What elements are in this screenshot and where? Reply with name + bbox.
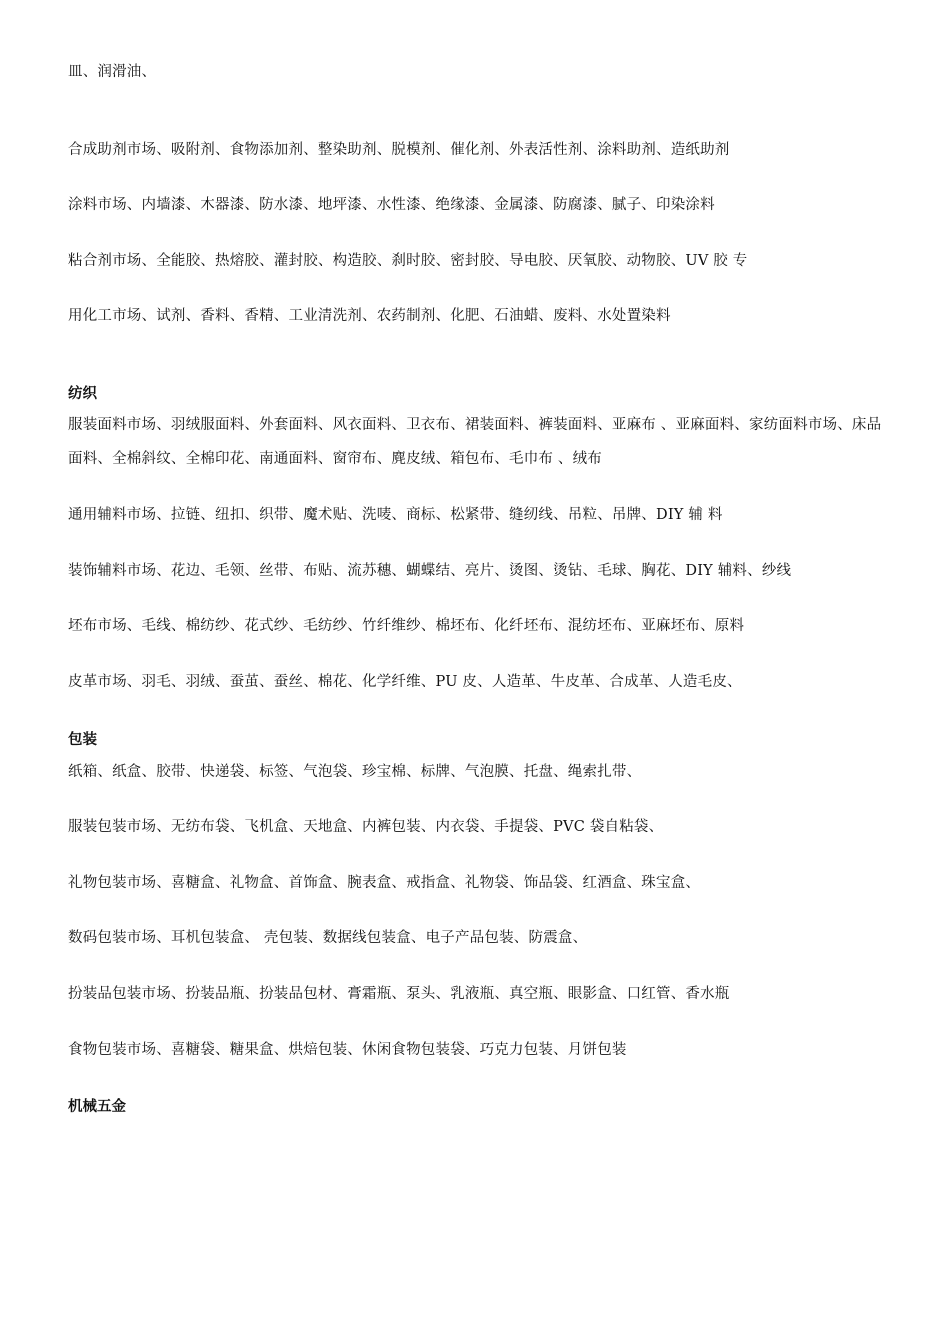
textile-line-2: 通用辅料市场、拉链、纽扣、织带、魔术贴、洗唛、商标、松紧带、缝纫线、吊粒、吊牌、DIY 辅 料	[68, 507, 723, 523]
chemicals-line-3: 粘合剂市场、全能胶、热熔胶、灌封胶、构造胶、刹时胶、密封胶、导电胶、厌氧胶、动物胶、UV 胶 专	[68, 253, 748, 269]
textile-heading: 纺织	[68, 386, 97, 402]
packaging-line-3: 礼物包装市场、喜糖盒、礼物盒、首饰盒、腕表盒、戒指盒、礼物袋、饰品袋、红酒盒、珠宝盒、	[68, 875, 701, 891]
packaging-line-1: 纸箱、纸盒、胶带、快递袋、标签、气泡袋、珍宝棉、标牌、气泡膜、托盘、绳索扎带、	[68, 764, 642, 780]
textile-line-4: 坯布市场、毛线、棉纺纱、花式纱、毛纺纱、竹纤维纱、棉坯布、化纤坯布、混纺坯布、亚麻坯布、原料	[68, 618, 745, 634]
textile-line-3: 装饰辅料市场、花边、毛领、丝带、布贴、流苏穗、蝴蝶结、亮片、烫图、烫钻、毛球、胸花、DIY 辅料、纱线	[68, 563, 792, 579]
hardware-heading: 机械五金	[68, 1099, 126, 1115]
packaging-line-2: 服装包装市场、无纺布袋、飞机盒、天地盒、内裤包装、内衣袋、手提袋、PVC 袋自粘袋、	[68, 819, 664, 835]
textile-line-5: 皮革市场、羽毛、羽绒、蚕茧、蚕丝、棉花、化学纤维、PU 皮、人造革、牛皮革、合成革、人造毛皮、	[68, 674, 742, 690]
chemicals-line-1: 合成助剂市场、吸附剂、食物添加剂、整染助剂、脱模剂、催化剂、外表活性剂、涂料助剂、造纸助剂	[68, 142, 730, 158]
packaging-line-4: 数码包装市场、耳机包装盒、 壳包装、数据线包装盒、电子产品包装、防震盒、	[68, 930, 588, 946]
packaging-line-5: 扮装品包装市场、扮装品瓶、扮装品包材、膏霜瓶、泵头、乳液瓶、真空瓶、眼影盒、口红管、香水瓶	[68, 986, 730, 1002]
textile-line-1: 服装面料市场、羽绒服面料、外套面料、风衣面料、卫衣布、裙装面料、裤装面料、亚麻布 、亚麻面料、家纺面料市场、床品面料、全棉斜纹、全棉印花、南通面料、窗帘布、麂皮绒、箱包布、毛巾布 、绒布	[68, 417, 882, 467]
chemicals-line-top: 皿、润滑油、	[68, 64, 157, 80]
packaging-heading: 包装	[68, 732, 97, 748]
packaging-line-6: 食物包装市场、喜糖袋、糖果盒、烘焙包装、休闲食物包装袋、巧克力包装、月饼包装	[68, 1042, 627, 1058]
chemicals-line-2: 涂料市场、内墙漆、木器漆、防水漆、地坪漆、水性漆、绝缘漆、金属漆、防腐漆、腻子、印染涂料	[68, 197, 715, 213]
chemicals-line-4: 用化工市场、试剂、香料、香精、工业清洗剂、农药制剂、化肥、石油蜡、废料、水处置染料	[68, 308, 671, 324]
